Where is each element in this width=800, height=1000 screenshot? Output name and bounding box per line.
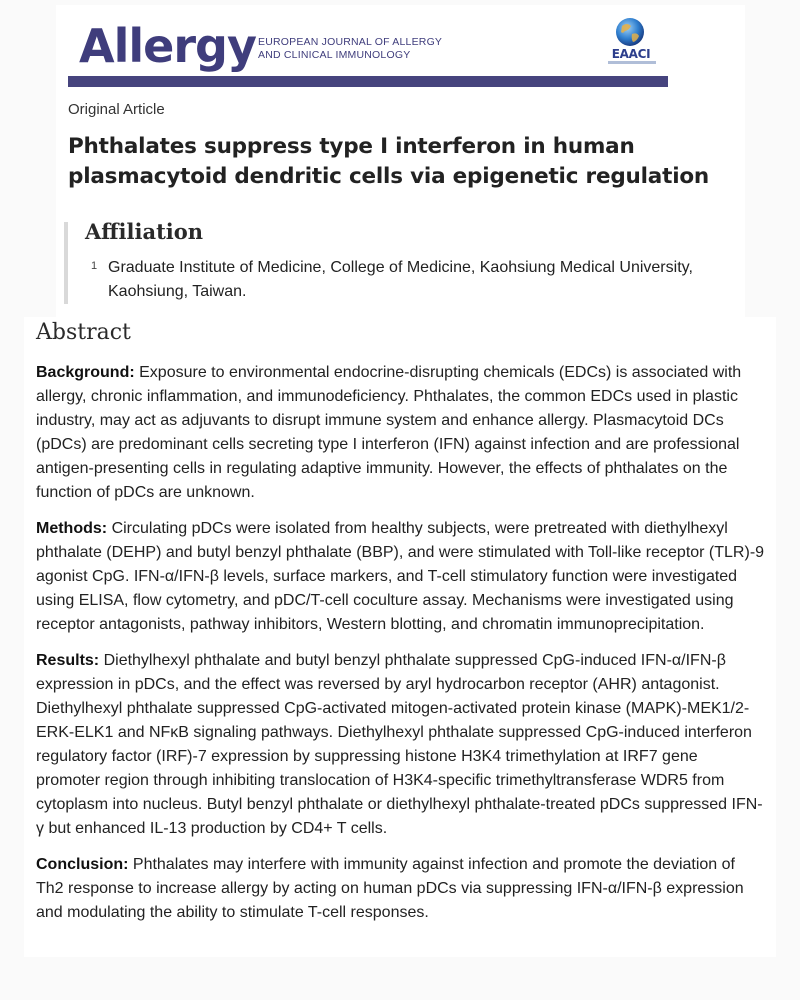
eaaci-tagline-line: [608, 61, 656, 64]
journal-subtitle-line1: EUROPEAN JOURNAL OF ALLERGY: [258, 36, 443, 48]
affiliation-block: [64, 219, 728, 304]
abstract-section-text: Phthalates may interfere with immunity against infection and promote the deviation of Th2 response to increase allergy by acting on human pDCs via suppressing IFN-α/IFN-β expression and modulating the ability to stimulate T-cell responses.: [36, 856, 744, 921]
abstract-section-text: Circulating pDCs were isolated from healthy subjects, were pretreated with diethylhexyl phthalate (DEHP) and butyl benzyl phthalate (BBP), and were stimulated with Toll-like receptor (TLR)-9 agonist CpG. IFN-α/IFN-β levels, surface markers, and T-cell stimulatory function were investigated using ELISA, flow cytometry, and pDC/T-cell coculture assay. Mechanisms were investigated using receptor antagonists, pathway inhibitors, Western blotting, and chromatin immunoprecipitation.: [36, 520, 765, 633]
abstract-background: [36, 361, 766, 505]
abstract-body: [36, 361, 766, 937]
abstract-section-label: Results:: [36, 652, 100, 669]
abstract-heading: Abstract: [36, 320, 131, 345]
eaaci-label: EAACI: [611, 47, 651, 61]
article-title: Phthalates suppress type I interferon in human plasmacytoid dendritic cells via epigenetic regulation: [68, 134, 710, 189]
article-type: Original Article: [68, 101, 165, 118]
eaaci-logo[interactable]: [600, 16, 660, 70]
affiliation-heading: Affiliation: [85, 219, 204, 244]
journal-subtitle: [258, 36, 442, 62]
journal-subtitle-line2: AND CLINICAL IMMUNOLOGY: [258, 49, 411, 61]
masthead-bar: [68, 76, 668, 87]
globe-icon: [600, 16, 660, 50]
abstract-section-label: Conclusion:: [36, 856, 129, 873]
abstract-conclusion: [36, 853, 766, 925]
abstract-section-text: Diethylhexyl phthalate and butyl benzyl phthalate suppressed CpG-induced IFN-α/IFN-β expression in pDCs, and the effect was reversed by aryl hydrocarbon receptor (AHR) antagonist. Diethylhexyl phthalate suppressed CpG-activated mitogen-activated protein kinase (MAPK)-MEK1/2-ERK-ELK1 and NFκB signaling pathways. Diethylhexyl phthalate suppressed CpG-induced interferon regulatory factor (IRF)-7 expression by suppressing histone H3K4 trimethylation at IRF7 gene promoter region through inhibiting translocation of H3K4-specific trimethyltransferase WDR5 from cytoplasm into nucleus. Butyl benzyl phthalate or diethylhexyl phthalate-treated pDCs suppressed IFN-γ but enhanced IL-13 production by CD4+ T cells.: [36, 652, 763, 837]
journal-logo[interactable]: Allergy: [79, 19, 256, 73]
abstract-section-label: Methods:: [36, 520, 108, 537]
affiliation-number: 1: [91, 260, 98, 272]
abstract-section-label: Background:: [36, 364, 135, 381]
abstract-section-text: Exposure to environmental endocrine-disrupting chemicals (EDCs) is associated with allergy, chronic inflammation, and immunodeficiency. Phthalates, the common EDCs used in plastic industry, may act as adjuvants to disrupt immune system and enhance allergy. Plasmacytoid DCs (pDCs) are predominant cells secreting type I interferon (IFN) against infection and are professional antigen-presenting cells in regulating adaptive immunity. However, the effects of phthalates on the function of pDCs are unknown.: [36, 364, 742, 501]
journal-masthead: [68, 14, 668, 78]
abstract-results: [36, 649, 766, 841]
abstract-methods: [36, 517, 766, 637]
affiliation-text: Graduate Institute of Medicine, College of Medicine, Kaohsiung Medical University, Kaohsiung, Taiwan.: [108, 259, 693, 300]
